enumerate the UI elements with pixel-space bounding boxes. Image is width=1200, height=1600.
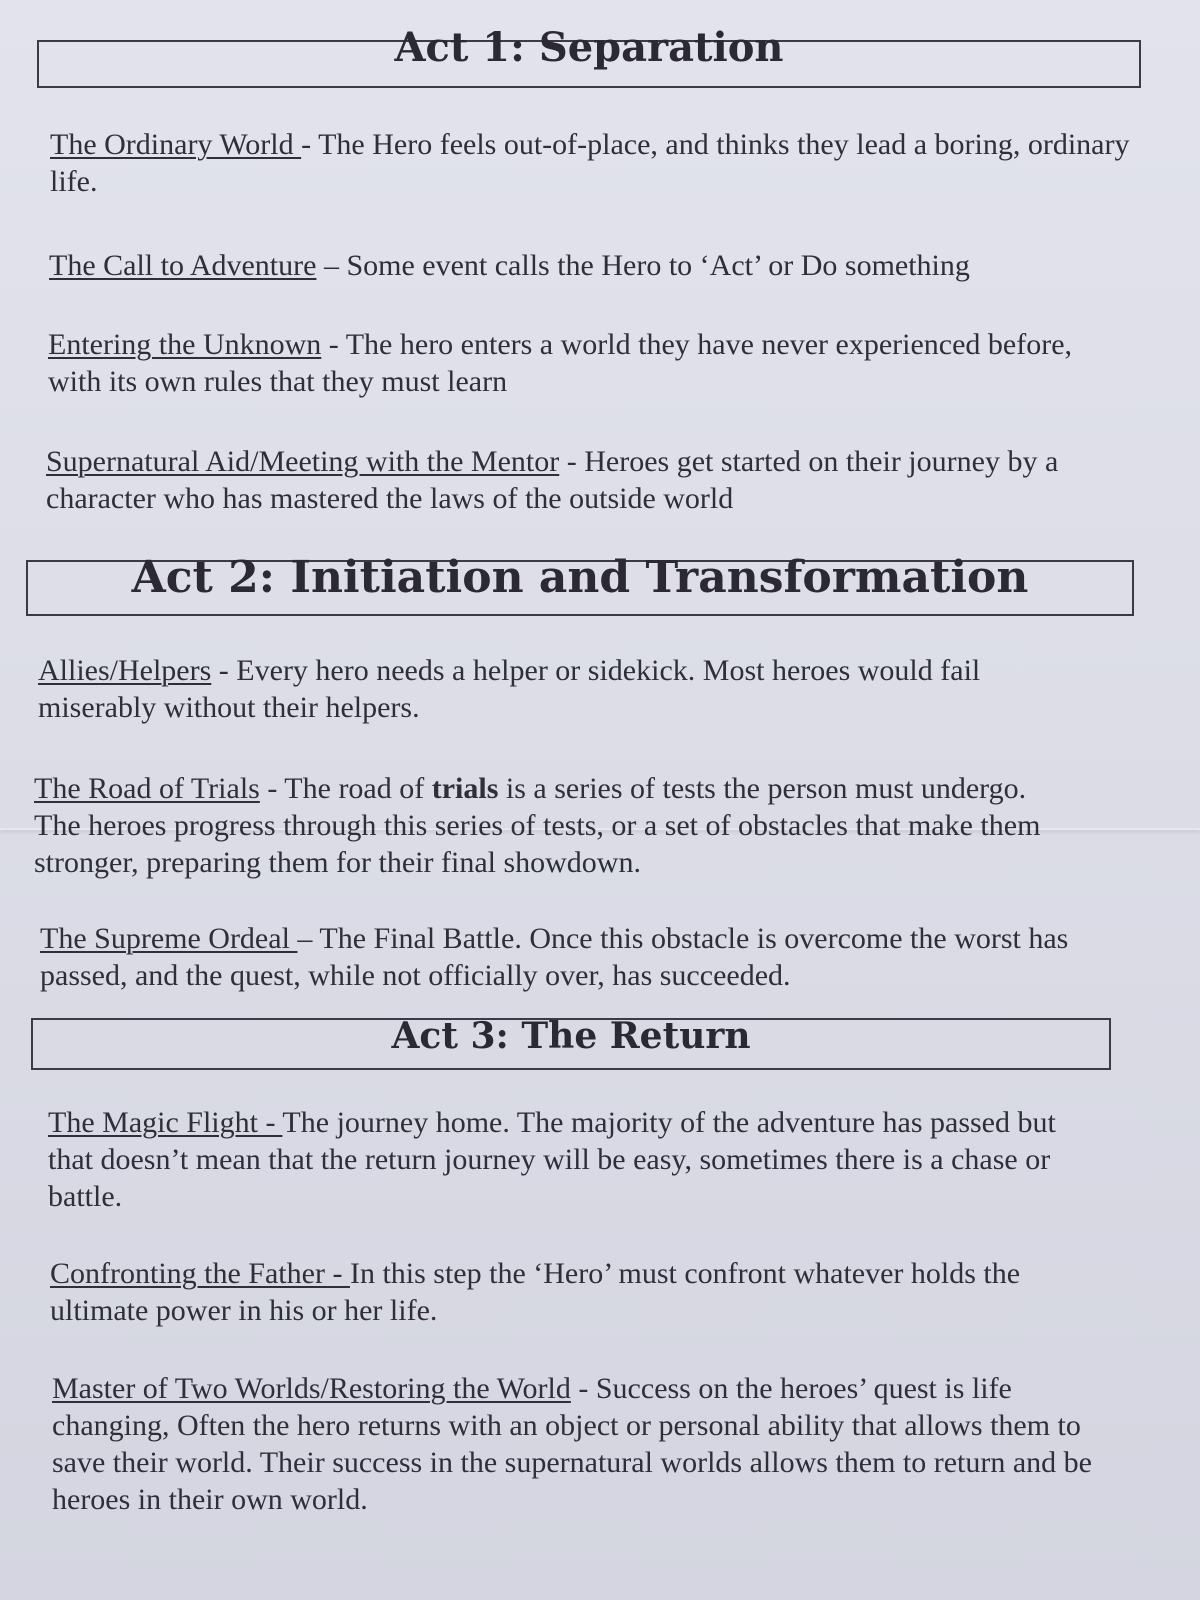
entry-term: Master of Two Worlds/Restoring the World — [52, 1372, 571, 1405]
entry-term: The Road of Trials — [34, 772, 260, 805]
entry-separator: - — [211, 654, 237, 687]
entry-call-to-adventure — [49, 247, 1129, 284]
entry-separator: – — [297, 922, 320, 955]
entry-description: The Hero feels out-of-place, and thinks they lead a boring, ordinary life. — [50, 128, 1130, 198]
entry-description: Every hero needs a helper or sidekick. Most heroes would fail miserably without their helpers. — [38, 654, 981, 724]
entry-road-of-trials — [34, 770, 1054, 881]
act-3-title: Act 3: The Return — [391, 1015, 751, 1057]
entry-term: Allies/Helpers — [38, 654, 212, 687]
act-1-heading-box — [37, 24, 1141, 88]
act-3-heading-box — [31, 1015, 1111, 1070]
entry-description: In this step the ‘Hero’ must confront whatever holds the ultimate power in his or her life. — [50, 1257, 1021, 1327]
entry-entering-unknown — [48, 326, 1088, 400]
entry-description: Success on the heroes’ quest is life changing, Often the hero returns with an object or personal ability that allows them to save their world. Their success in the supernatural worlds allows them to return and be heroes in their own world. — [52, 1372, 1092, 1516]
entry-description: Heroes get started on their journey by a character who has mastered the laws of the outside world — [46, 445, 1059, 515]
entry-separator: - — [321, 328, 346, 361]
entry-ordinary-world — [50, 126, 1130, 200]
entry-term: The Ordinary World — [50, 128, 302, 161]
entry-term: The Call to Adventure — [49, 249, 317, 282]
entry-term: Confronting the Father - — [50, 1257, 350, 1290]
entry-separator: - — [259, 772, 285, 805]
entry-term: Supernatural Aid/Meeting with the Mentor — [46, 445, 560, 478]
entry-master-of-two-worlds — [52, 1370, 1102, 1518]
entry-term: Entering the Unknown — [48, 328, 322, 361]
entry-description-end: is a series of tests the person must undergo. The heroes progress through this series of tests, or a set of obstacles that make them stronger, preparing them for their final showdown. — [34, 772, 1041, 879]
entry-separator: – — [316, 249, 347, 282]
entry-separator: - — [301, 128, 319, 161]
entry-supreme-ordeal — [40, 920, 1100, 994]
entry-confronting-father — [50, 1255, 1110, 1329]
act-2-heading-box — [26, 552, 1134, 616]
entry-description-bold: trials — [431, 772, 499, 805]
entry-separator: - — [559, 445, 585, 478]
act-2-title: Act 2: Initiation and Transformation — [131, 552, 1029, 603]
entry-separator: - — [570, 1372, 596, 1405]
entry-allies-helpers — [38, 652, 1078, 726]
entry-term: The Magic Flight - — [48, 1106, 283, 1139]
entry-term: The Supreme Ordeal — [40, 922, 298, 955]
entry-description: The hero enters a world they have never experienced before, with its own rules that they must learn — [48, 328, 1073, 398]
entry-supernatural-aid — [46, 443, 1126, 517]
entry-description: The journey home. The majority of the adventure has passed but that doesn’t mean that the return journey will be easy, sometimes there is a chase or battle. — [48, 1106, 1056, 1213]
entry-magic-flight — [48, 1104, 1088, 1215]
entry-description: The Final Battle. Once this obstacle is overcome the worst has passed, and the quest, while not officially over, has succeeded. — [40, 922, 1069, 992]
entry-description: Some event calls the Hero to ‘Act’ or Do something — [346, 249, 970, 282]
act-1-title: Act 1: Separation — [394, 24, 784, 71]
entry-description-start: The road of — [284, 772, 432, 805]
